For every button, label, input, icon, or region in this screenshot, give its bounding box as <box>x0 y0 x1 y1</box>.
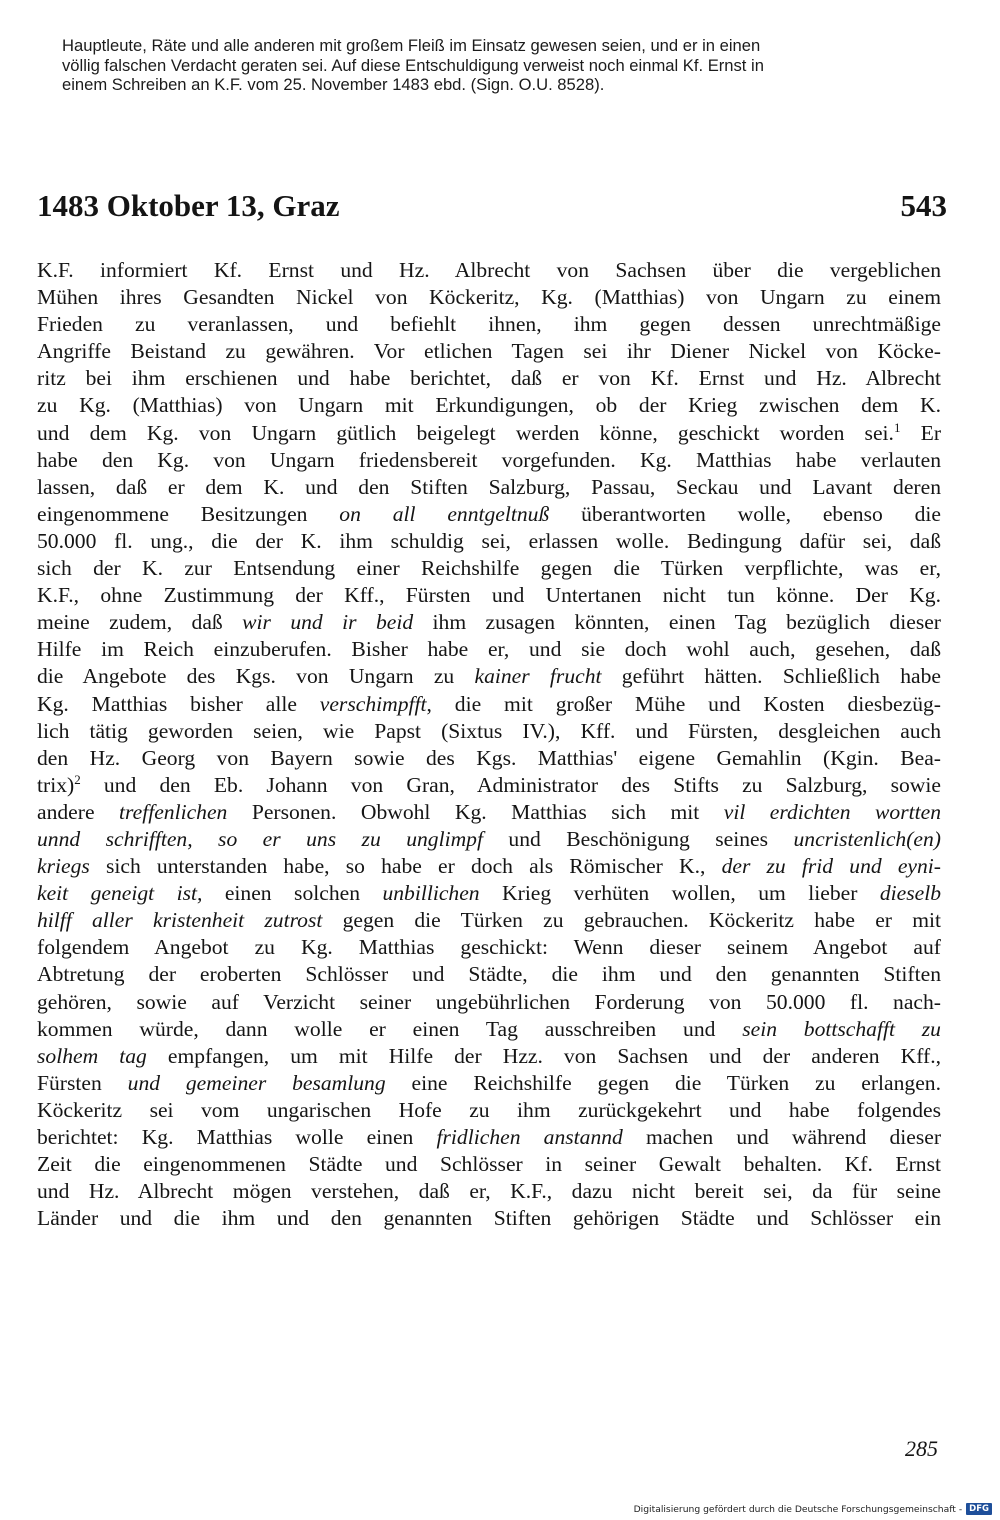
text-line: trix)$^2$ und den Eb. Johann von Gran, Administrator des Stifts zu Salzburg, sowie <box>37 771 941 797</box>
footnote-continuation <box>62 36 950 95</box>
page-number: 285 <box>905 1436 938 1461</box>
text-line: meine zudem, daß wir und ir beid ihm zusagen könnten, einen Tag bezüglich dieser <box>37 610 941 635</box>
text-line: zu Kg. (Matthias) von Ungarn mit Erkundigungen, ob der Krieg zwischen dem K. <box>37 393 941 418</box>
text-line: kriegs sich unterstanden habe, so habe er doch als Römischer K., der zu frid und eyni- <box>37 854 941 879</box>
text-line: Abtretung der eroberten Schlösser und Städte, die ihm und den genannten Stiften <box>37 962 941 987</box>
body-text <box>37 257 941 1232</box>
text-line: solhem tag empfangen, um mit Hilfe der Hzz. von Sachsen und der anderen Kff., <box>37 1043 941 1068</box>
footnote-line: völlig falschen Verdacht geraten sei. Auf diese Entschuldigung verweist noch einmal Kf. Ernst in <box>62 55 764 75</box>
heading-date-place: 1483 Oktober 13, Graz <box>37 188 340 223</box>
quoted-source-text: kriegs <box>37 854 90 879</box>
quoted-source-text: fridlichen anstannd <box>436 1125 623 1149</box>
heading-document-number: 543 <box>900 188 947 223</box>
quoted-source-text: sein bottschafft zu <box>742 1016 941 1041</box>
text-line: sich der K. zur Entsendung einer Reichshilfe gegen die Türken verpflichte, was er, <box>37 556 941 581</box>
document-heading <box>37 186 947 226</box>
text-line: K.F. informiert Kf. Ernst und Hz. Albrecht von Sachsen über die vergeblichen <box>37 258 941 282</box>
quoted-source-text: und gemeiner besamlung <box>127 1070 386 1095</box>
text-line: Fürsten und gemeiner besamlung eine Reichshilfe gegen die Türken zu erlangen. <box>37 1070 941 1095</box>
quoted-source-text: vil erdichten wortten <box>723 799 941 824</box>
text-line: hilff aller kristenheit zutrost gegen die Türken zu gebrauchen. Köckeritz habe er mit <box>37 908 941 933</box>
text-line: Hilfe im Reich einzuberufen. Bisher habe er, und sie doch wohl auch, gesehen, daß <box>37 637 941 662</box>
text-line: und dem Kg. von Ungarn gütlich beigelegt werden könne, geschickt worden sei.$^1$ Er <box>37 419 941 445</box>
text-line: Frieden zu veranlassen, und befiehlt ihnen, ihm gegen dessen unrechtmäßige <box>37 312 941 337</box>
text-line: Kg. Matthias bisher alle verschimpfft, die mit großer Mühe und Kosten diesbezüg- <box>37 691 941 716</box>
digitization-credit-text: Digitalisierung gefördert durch die Deutsche Forschungsgemeinschaft - <box>633 1503 963 1515</box>
text-line: den Hz. Georg von Bayern sowie des Kgs. Matthias' eigene Gemahlin (Kgin. Bea- <box>37 745 941 770</box>
quoted-source-text: unnd schrifften, so er uns zu unglimpf <box>37 826 483 851</box>
text-line: berichtet: Kg. Matthias wolle einen fridlichen anstannd machen und während dieser <box>37 1125 941 1149</box>
text-line: und Hz. Albrecht mögen verstehen, daß er, K.F., dazu nicht bereit sei, da für seine <box>37 1179 941 1204</box>
text-line: die Angebote des Kgs. von Ungarn zu kainer frucht geführt hätten. Schließlich habe <box>37 664 941 689</box>
text-line: habe den Kg. von Ungarn friedensbereit vorgefunden. Kg. Matthias habe verlauten <box>37 447 941 472</box>
quoted-source-text: verschimpfft <box>319 691 427 716</box>
text-line: Angriffe Beistand zu gewähren. Vor etlichen Tagen sei ihr Diener Nickel von Köcke- <box>37 339 941 364</box>
quoted-source-text: solhem tag <box>37 1043 147 1068</box>
text-line: andere treffenlichen Personen. Obwohl Kg. Matthias sich mit vil erdichten wortten <box>37 799 941 824</box>
text-line: lich tätig geworden seien, wie Papst (Sixtus IV.), Kff. und Fürsten, desgleichen auch <box>37 718 941 743</box>
text-line: K.F., ohne Zustimmung der Kff., Fürsten und Untertanen nicht tun könne. Der Kg. <box>37 583 941 608</box>
text-line: eingenommene Besitzungen on all enntgeltnuß überantworten wolle, ebenso die <box>37 501 941 526</box>
text-line: Länder und die ihm und den genannten Stiften gehörigen Städte und Schlösser ein <box>37 1206 941 1231</box>
quoted-source-text: hilff aller kristenheit zutrost <box>37 908 323 933</box>
quoted-source-text: uncristenlich(en) <box>793 826 941 851</box>
footnote-ref: 2 <box>74 771 81 787</box>
quoted-source-text: on all enntgeltnuß <box>339 501 550 526</box>
text-line: kommen würde, dann wolle er einen Tag ausschreiben und sein bottschafft zu <box>37 1016 941 1041</box>
quoted-source-text: wir und ir beid <box>242 610 414 635</box>
text-line: Mühen ihres Gesandten Nickel von Köckeritz, Kg. (Matthias) von Ungarn zu einem <box>37 285 941 310</box>
quoted-source-text: der zu frid und eyni- <box>721 854 941 879</box>
dfg-logo-icon: DFG <box>966 1503 992 1515</box>
text-line: ritz bei ihm erschienen und habe berichtet, daß er von Kf. Ernst und Hz. Albrecht <box>37 366 941 391</box>
quoted-source-text: treffenlichen <box>119 799 228 824</box>
quoted-source-text: kainer frucht <box>474 664 602 689</box>
text-line: keit geneigt ist, einen solchen unbillichen Krieg verhüten wollen, um lieber dieselb <box>37 881 941 906</box>
footnote-line: einem Schreiben an K.F. vom 25. November 1483 ebd. (Sign. O.U. 8528). <box>62 75 605 95</box>
quoted-source-text: unbillichen <box>382 881 480 906</box>
text-line: 50.000 fl. ung., die der K. ihm schuldig sei, erlassen wolle. Bedingung dafür sei, daß <box>37 528 941 553</box>
text-line: unnd schrifften, so er uns zu unglimpf und Beschönigung seines uncristenlich(en) <box>37 826 941 851</box>
text-line: Köckeritz sei vom ungarischen Hofe zu ihm zurückgekehrt und habe folgendes <box>37 1097 941 1122</box>
text-line: gehören, sowie auf Verzicht seiner ungebührlichen Forderung von 50.000 fl. nach- <box>37 989 941 1014</box>
quoted-source-text: keit geneigt ist, <box>37 881 203 906</box>
footnote-line: Hauptleute, Räte und alle anderen mit großem Fleiß im Einsatz gewesen seien, und er in einen <box>62 36 761 55</box>
text-line: lassen, daß er dem K. und den Stiften Salzburg, Passau, Seckau und Lavant deren <box>37 474 941 499</box>
quoted-source-text: dieselb <box>879 881 941 906</box>
text-line: folgendem Angebot zu Kg. Matthias geschickt: Wenn dieser seinem Angebot auf <box>37 935 941 960</box>
digitization-credit <box>634 1502 992 1516</box>
text-line: Zeit die eingenommenen Städte und Schlösser in seiner Gewalt behalten. Kf. Ernst <box>37 1152 941 1177</box>
footnote-ref: 1 <box>893 419 901 435</box>
